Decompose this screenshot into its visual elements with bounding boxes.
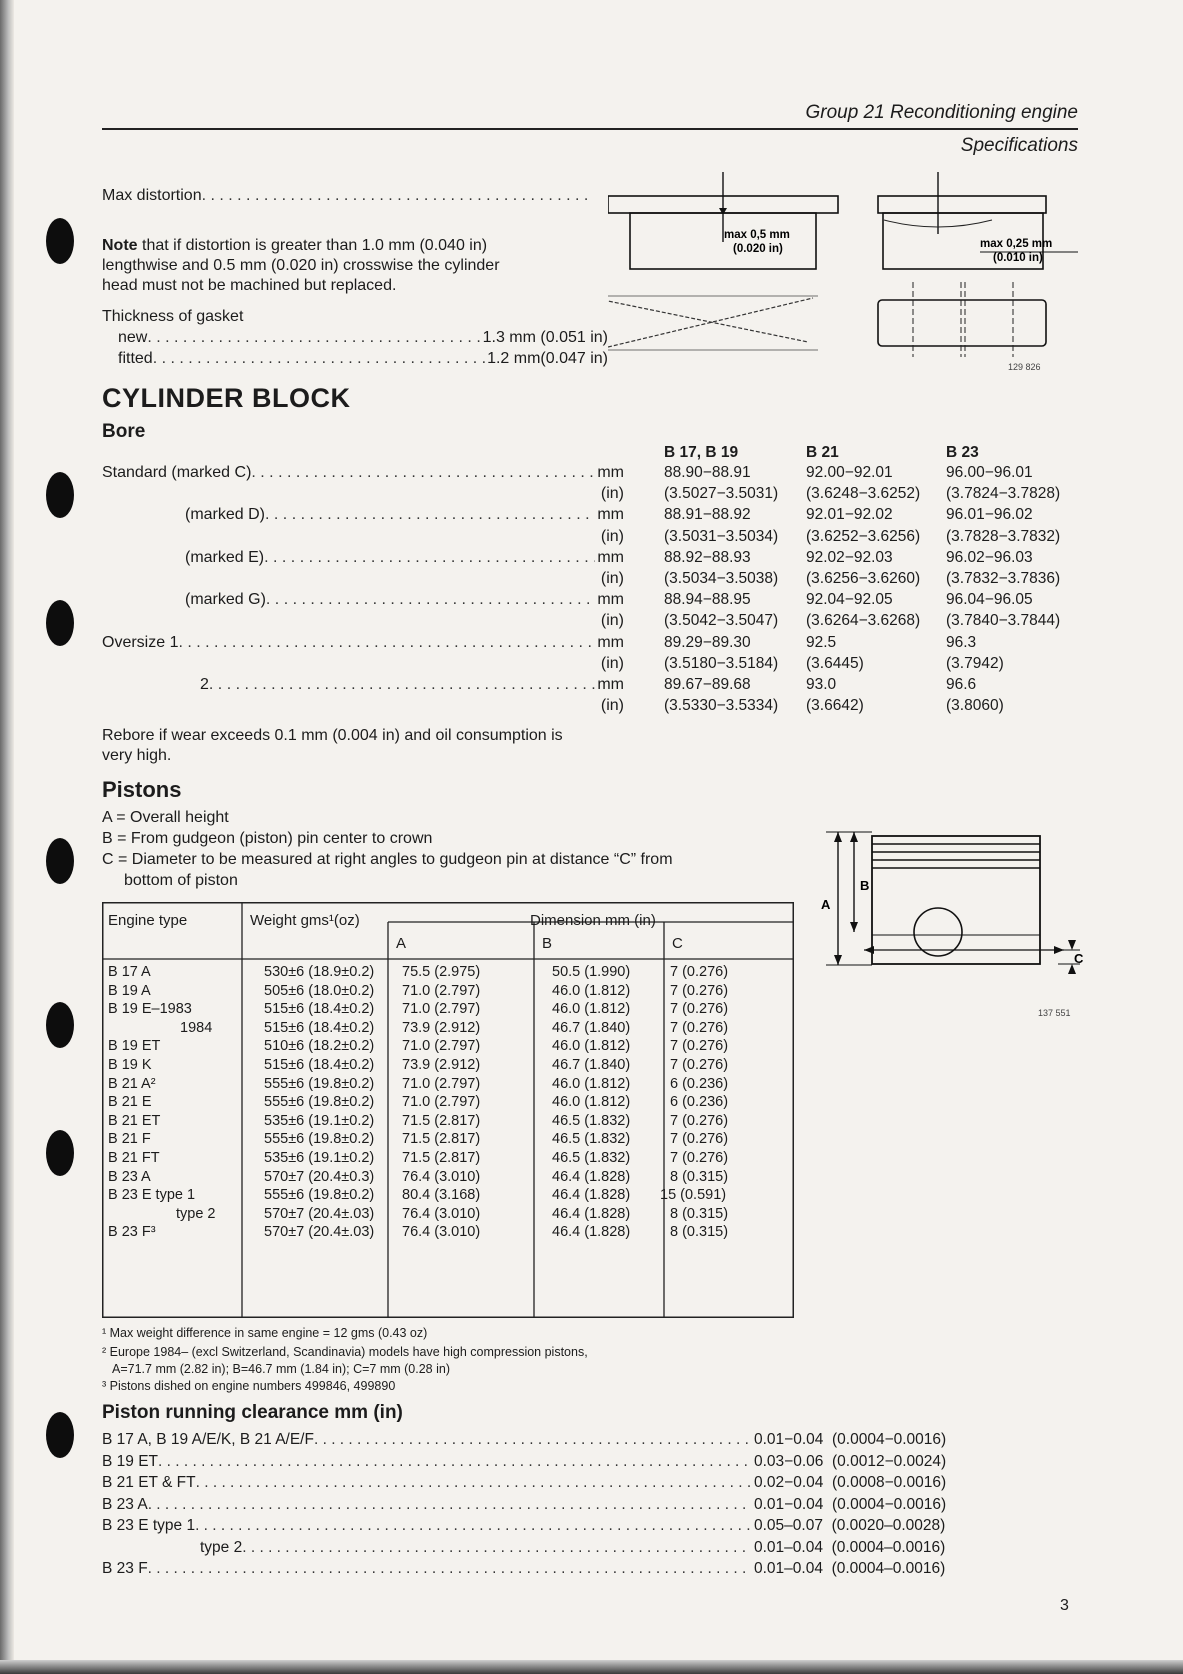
piston-def-c-cont: bottom of piston [124,872,238,889]
bore-row [185,591,624,609]
punch-hole [46,838,74,884]
engine-type-cell: B 21 FT [108,1150,160,1166]
leader-dots [264,549,595,567]
engine-type-cell: B 23 A [108,1168,151,1185]
dim-c-cell: 7 (0.276) [670,982,729,999]
head-right-label-1: max 0,25 mm [980,238,1053,250]
bore-value: (3.5330−3.5334) [664,697,779,715]
clearance-label: B 19 ET [102,1452,158,1470]
bore-row [102,528,624,546]
clearance-label: B 23 A [102,1495,148,1513]
bore-col-header: B 23 [946,444,979,461]
dim-b-cell: 46.5 (1.832) [552,1150,631,1166]
note-line: that if distortion is greater than 1.0 mm (0.040 in) [142,237,488,254]
weight-cell: 570±7 (20.4±.03) [264,1224,375,1241]
engine-type-cell: B 21 A² [108,1075,156,1092]
cylinder-block-title: CYLINDER BLOCK [102,383,351,413]
weight-cell: 555±6 (19.8±0.2) [264,1131,375,1148]
engine-type-cell: type 2 [176,1205,216,1222]
bore-row-label: (marked E) [185,548,265,566]
leader-dots [251,464,595,482]
header-rule [102,128,1078,130]
dim-a-cell: 71.0 (2.797) [402,1038,481,1055]
engine-type-cell: B 21 E [108,1094,152,1111]
rebore-line: very high. [102,747,172,764]
dim-b-cell: 46.0 (1.812) [552,1001,631,1018]
bore-value: 96.04−96.05 [946,591,1033,609]
head-diagram-ref: 129 826 [1008,362,1041,372]
bore-value: (3.6252−3.6256) [806,527,921,545]
leader-dots [196,1474,750,1492]
dim-a-cell: 73.9 (2.912) [402,1057,481,1073]
dim-a-cell: 76.4 (3.010) [402,1205,481,1222]
bore-row [200,676,624,694]
bore-value: 92.02−92.03 [806,548,893,566]
bore-row-unit: mm [597,506,624,524]
dim-c-cell: 7 (0.276) [670,1131,729,1148]
engine-type-cell: B 19 ET [108,1038,161,1055]
bore-row-label: Oversize 1 [102,633,179,651]
weight-cell: 510±6 (18.2±0.2) [264,1038,375,1055]
page-number: 3 [1060,1597,1069,1614]
note-line: lengthwise and 0.5 mm (0.020 in) crosswise the cylinder [102,257,500,274]
bore-row-label: 2 [200,676,209,693]
bore-row-unit: mm [597,548,624,566]
engine-type-cell: B 19 K [108,1057,152,1073]
clearance-row [102,1453,984,1471]
bore-value: (3.6445) [806,654,864,672]
col-c: C [672,935,683,952]
dim-a-cell: 71.0 (2.797) [402,1075,481,1092]
clearance-value: 0.01−0.04 (0.0004−0.0016) [754,1431,947,1448]
dim-b-cell: 46.7 (1.840) [552,1057,631,1073]
bore-value: 92.04−92.05 [806,591,893,609]
bore-value: (3.7824−3.7828) [946,485,1061,503]
gasket-fitted-label: fitted [118,350,153,367]
page-bottom-edge [0,1660,1183,1674]
bore-row-unit: (in) [600,570,624,587]
bore-row [102,570,624,588]
dim-a-cell: 73.9 (2.912) [402,1019,481,1036]
dim-b-cell: 46.0 (1.812) [552,982,631,999]
weight-cell: 530±6 (18.9±0.2) [264,964,375,980]
max-distortion-label: Max distortion [102,187,202,204]
head-right-label-2: (0.010 in) [993,252,1043,264]
dim-b-cell: 46.7 (1.840) [552,1019,631,1036]
dim-b-cell: 46.4 (1.828) [552,1224,631,1241]
bore-value: 89.67−89.68 [664,676,751,693]
bore-row-label: Standard (marked C) [102,464,252,481]
dim-b-cell: 46.0 (1.812) [552,1038,631,1055]
bore-row [102,655,624,673]
piston-def-c: C = Diameter to be measured at right angles to gudgeon pin at distance “C” from [102,851,673,868]
bore-value: 88.94−88.95 [664,591,751,609]
distortion-note [102,236,500,296]
section-header: Specifications [960,135,1078,156]
punch-hole [46,1412,74,1458]
bore-value: 88.92−88.93 [664,548,751,566]
bore-value: (3.6642) [806,697,864,715]
rebore-note [102,726,563,766]
clearance-value: 0.01–0.04 (0.0004–0.0016) [754,1538,946,1556]
piston-dim-b: B [860,878,870,893]
bore-col-header: B 21 [806,444,839,461]
bore-value: (3.5180−3.5184) [664,654,779,672]
bore-value: 88.91−88.92 [664,506,751,524]
dim-a-cell: 71.5 (2.817) [402,1131,481,1148]
max-distortion-row [102,187,592,205]
engine-type-cell: B 21 F [108,1131,151,1148]
punch-hole [46,472,74,518]
dim-a-cell: 71.0 (2.797) [402,982,481,999]
clearance-row [102,1560,984,1578]
leader-dots [148,1496,750,1514]
bore-row [102,634,624,652]
clearance-label: B 21 ET & FT [102,1474,196,1491]
clearance-value: 0.03−0.06 (0.0012−0.0024) [754,1452,947,1470]
piston-diagram-ref: 137 551 [1038,1008,1071,1018]
col-weight: Weight gms¹(oz) [250,912,360,929]
bore-row-unit: mm [597,591,624,609]
col-engine-type: Engine type [108,912,188,929]
piston-diagram [818,830,1088,1020]
bore-row-unit: (in) [600,697,624,715]
clearance-label: B 23 E type 1 [102,1517,196,1534]
dim-a-cell: 76.4 (3.010) [402,1224,481,1241]
clearance-value: 0.01−0.04 (0.0004−0.0016) [754,1495,947,1513]
bore-row [102,485,624,503]
punch-hole [46,218,74,264]
weight-cell: 555±6 (19.8±0.2) [264,1094,375,1111]
leader-dots [195,1517,750,1535]
bore-value: 96.3 [946,633,977,651]
leader-dots [265,506,595,524]
clearance-row [102,1517,984,1535]
weight-cell: 570±7 (20.4±0.3) [264,1168,375,1185]
gasket-new-value: 1.3 mm (0.051 in) [482,329,608,346]
bore-row-unit: (in) [600,612,624,630]
dim-a-cell: 80.4 (3.168) [402,1187,481,1204]
bore-value: 96.6 [946,676,977,693]
clearance-label: type 2 [200,1538,243,1556]
bore-value: 96.02−96.03 [946,548,1033,566]
leader-dots [178,634,595,652]
engine-type-cell: B 23 F³ [108,1224,156,1241]
bore-value: 93.0 [806,676,837,693]
engine-type-cell: B 23 E type 1 [108,1187,196,1204]
weight-cell: 515±6 (18.4±0.2) [264,1057,375,1073]
bore-row-unit: mm [597,464,624,481]
footnote-1: ¹ Max weight difference in same engine = 12 gms (0.43 oz) [102,1326,428,1340]
col-a: A [396,935,407,952]
head-left-label-2: (0.020 in) [733,243,783,255]
col-b: B [542,935,553,952]
dim-a-cell: 71.0 (2.797) [402,1094,481,1111]
gasket-fitted-value: 1.2 mm(0.047 in) [487,350,608,367]
page-binding-edge [0,0,14,1674]
piston-def-b: B = From gudgeon (piston) pin center to crown [102,830,433,847]
bore-value: 96.01−96.02 [946,506,1033,524]
clearance-label: B 17 A, B 19 A/E/K, B 21 A/E/F [102,1431,314,1448]
weight-cell: 515±6 (18.4±0.2) [264,1001,375,1018]
dim-c-cell: 7 (0.276) [670,1112,729,1129]
dim-c-cell: 15 (0.591) [660,1187,727,1204]
bore-row [185,506,624,524]
weight-cell: 555±6 (19.8±0.2) [264,1187,375,1204]
bore-row-unit: (in) [600,485,624,503]
dim-c-cell: 6 (0.236) [670,1075,729,1092]
dim-b-cell: 46.0 (1.812) [552,1075,631,1092]
dim-b-cell: 46.5 (1.832) [552,1112,631,1129]
gasket-fitted-row [118,350,608,368]
note-line: head must not be machined but replaced. [102,277,397,294]
weight-cell: 515±6 (18.4±0.2) [264,1019,375,1036]
clearance-row [102,1474,984,1492]
bore-value: (3.5031−3.5034) [664,527,779,545]
bore-value: 88.90−88.91 [664,464,751,481]
piston-dim-a: A [821,897,831,912]
bore-value: (3.8060) [946,697,1004,715]
bore-value: 92.00−92.01 [806,464,893,481]
clearance-value: 0.01–0.04 (0.0004–0.0016) [754,1560,946,1577]
bore-row [102,464,624,482]
clearance-row [102,1496,984,1514]
engine-type-cell: B 19 A [108,982,151,999]
leader-dots [242,1539,750,1557]
dim-b-cell: 46.4 (1.828) [552,1187,631,1204]
bore-value: (3.7828−3.7832) [946,527,1061,545]
weight-cell: 535±6 (19.1±0.2) [264,1112,375,1129]
dim-c-cell: 8 (0.315) [670,1224,729,1241]
bore-row [185,549,624,567]
clearance-label: B 23 F [102,1560,148,1577]
bore-row-unit: mm [597,633,624,651]
piston-def-a: A = Overall height [102,809,229,826]
punch-hole [46,1130,74,1176]
bore-row-unit: mm [597,676,624,693]
bore-value: 92.01−92.02 [806,506,893,524]
leader-dots [266,591,595,609]
dim-c-cell: 7 (0.276) [670,1001,729,1018]
bore-row-label: (marked D) [185,506,266,524]
clearance-value: 0.02−0.04 (0.0008−0.0016) [754,1474,947,1491]
gasket-new-label: new [118,329,148,346]
dim-a-cell: 75.5 (2.975) [402,964,481,980]
dim-b-cell: 46.0 (1.812) [552,1094,631,1111]
bore-value: 89.29−89.30 [664,633,751,651]
bore-value: (3.6248−3.6252) [806,485,921,503]
piston-dim-c: C [1074,951,1084,966]
dim-b-cell: 46.4 (1.828) [552,1205,631,1222]
clearance-title: Piston running clearance mm (in) [102,1402,403,1423]
dim-a-cell: 71.5 (2.817) [402,1112,481,1129]
note-label: Note [102,237,138,254]
footnote-2-cont: A=71.7 mm (2.82 in); B=46.7 mm (1.84 in); C=7 mm (0.28 in) [112,1362,450,1376]
leader-dots [148,1560,750,1578]
bore-value: 96.00−96.01 [946,464,1033,481]
weight-cell: 505±6 (18.0±0.2) [264,982,375,999]
col-dimension: Dimension mm (in) [530,912,656,929]
bore-value: (3.6256−3.6260) [806,570,921,587]
bore-value: (3.7840−3.7844) [946,612,1061,630]
gasket-new-row [118,329,608,347]
dim-b-cell: 46.5 (1.832) [552,1131,631,1148]
engine-type-cell: B 19 E–1983 [108,1001,192,1018]
bore-value: (3.5034−3.5038) [664,570,779,587]
bore-row [102,697,624,715]
dim-c-cell: 7 (0.276) [670,1038,729,1055]
footnote-2: ² Europe 1984– (excl Switzerland, Scandinavia) models have high compression pistons, [102,1345,588,1359]
bore-value: (3.6264−3.6268) [806,612,921,630]
bore-value: (3.5027−3.5031) [664,485,779,503]
head-left-label-1: max 0,5 mm [724,229,790,241]
bore-col-header: B 17, B 19 [664,444,739,461]
rebore-line: Rebore if wear exceeds 0.1 mm (0.004 in) and oil consumption is [102,727,563,744]
bore-value: (3.5042−3.5047) [664,612,779,630]
group-header: Group 21 Reconditioning engine [805,102,1078,123]
dim-b-cell: 46.4 (1.828) [552,1168,631,1185]
bore-value: (3.7942) [946,654,1004,672]
leader-dots [158,1453,750,1471]
pistons-title: Pistons [102,777,182,802]
clearance-row [102,1431,984,1449]
head-distortion-diagram [608,172,1078,382]
dim-c-cell: 6 (0.236) [670,1094,729,1111]
bore-row-unit: (in) [600,527,624,545]
dim-a-cell: 71.5 (2.817) [402,1150,481,1166]
punch-hole [46,1002,74,1048]
weight-cell: 570±7 (20.4±.03) [264,1205,375,1222]
dim-a-cell: 71.0 (2.797) [402,1001,481,1018]
bore-row-label: (marked G) [185,591,266,609]
dim-c-cell: 8 (0.315) [670,1168,729,1185]
leader-dots [209,676,595,694]
dim-c-cell: 7 (0.276) [670,1057,729,1073]
footnote-3: ³ Pistons dished on engine numbers 499846, 499890 [102,1379,396,1393]
bore-value: (3.7832−3.7836) [946,570,1061,587]
dim-c-cell: 7 (0.276) [670,964,729,980]
clearance-row [200,1539,984,1557]
dim-c-cell: 7 (0.276) [670,1019,729,1036]
punch-hole [46,600,74,646]
gasket-title: Thickness of gasket [102,308,244,325]
weight-cell: 555±6 (19.8±0.2) [264,1075,375,1092]
bore-value: 92.5 [806,633,837,651]
bore-title: Bore [102,421,146,442]
bore-row [102,612,624,630]
dim-c-cell: 8 (0.315) [670,1205,729,1222]
bore-row-unit: (in) [600,654,624,672]
engine-type-cell: B 17 A [108,964,151,980]
dim-a-cell: 76.4 (3.010) [402,1168,481,1185]
leader-dots [314,1431,750,1449]
engine-type-cell: B 21 ET [108,1112,161,1129]
dim-b-cell: 50.5 (1.990) [552,964,631,980]
weight-cell: 535±6 (19.1±0.2) [264,1150,375,1166]
clearance-value: 0.05–0.07 (0.0020–0.0028) [754,1517,946,1534]
dim-c-cell: 7 (0.276) [670,1150,729,1166]
engine-type-cell: 1984 [180,1019,213,1036]
